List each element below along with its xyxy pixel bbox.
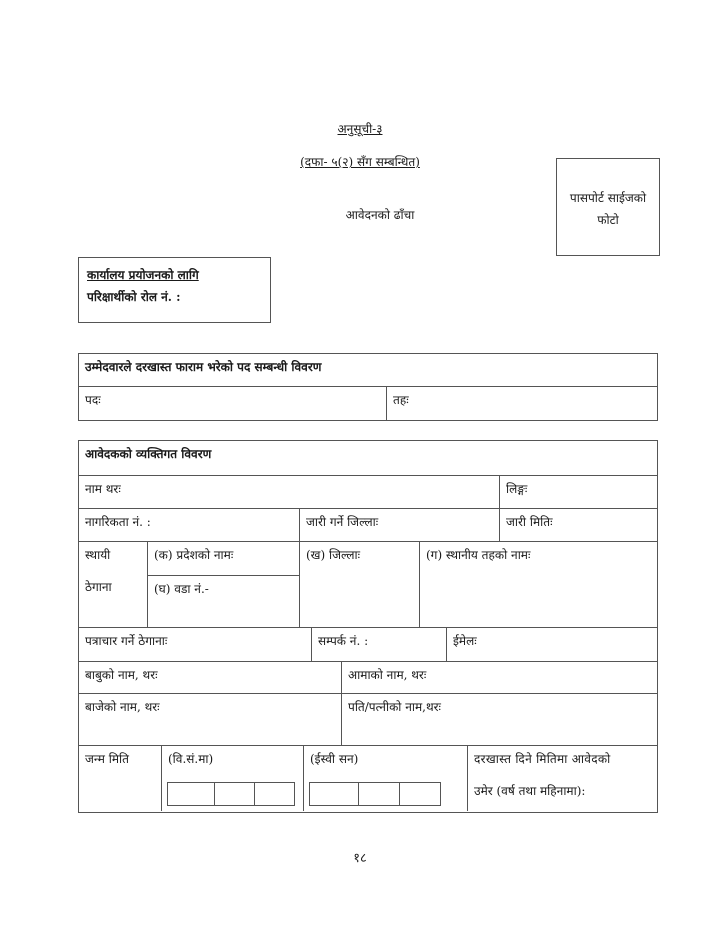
province-field[interactable]: (क) प्रदेशको नामः (154, 548, 234, 562)
permanent-label-2: ठेगाना (85, 580, 112, 594)
ward-field[interactable]: (घ) वडा नं.- (154, 582, 209, 596)
post-field[interactable]: पदः (85, 393, 101, 407)
mailing-address-field[interactable]: पत्राचार गर्ने ठेगानाः (85, 634, 168, 648)
photo-box (556, 158, 660, 256)
roll-number-label: परिक्षार्थीको रोल नं. : (87, 290, 181, 304)
permanent-label-1: स्थायी (85, 548, 111, 562)
district-field[interactable]: (ख) जिल्लाः (306, 548, 361, 562)
post-details-table (78, 353, 658, 421)
form-title: आवेदनको ढाँचा (345, 208, 415, 222)
level-field[interactable]: तहः (393, 393, 409, 407)
personal-details-table (78, 440, 658, 813)
photo-box-line2: फोटो (597, 213, 619, 227)
name-field[interactable]: नाम थरः (85, 482, 121, 496)
father-name-field[interactable]: बाबुको नाम, थरः (85, 668, 158, 682)
photo-box-line1: पासपोर्ट साईजको (569, 191, 647, 205)
schedule-title: अनुसूची-३ (337, 122, 383, 136)
dob-bs-year-box[interactable] (167, 782, 215, 806)
office-use-box (78, 257, 271, 323)
gender-field[interactable]: लिङ्गः (506, 482, 528, 496)
dob-bs-month-box[interactable] (214, 782, 255, 806)
spouse-name-field[interactable]: पति/पत्नीको नाम,थरः (348, 700, 441, 714)
contact-field[interactable]: सम्पर्क नं. : (318, 634, 369, 648)
post-section-heading: उम्मेदवारले दरखास्त फाराम भरेको पद सम्बन्धी विवरण (85, 360, 322, 374)
issue-district-field[interactable]: जारी गर्ने जिल्लाः (306, 515, 379, 529)
issue-date-field[interactable]: जारी मितिः (506, 515, 553, 529)
grandfather-name-field[interactable]: बाजेको नाम, थरः (85, 700, 160, 714)
dob-ad-day-box[interactable] (399, 782, 441, 806)
dob-label: जन्म मिति (85, 752, 129, 766)
dob-bs-day-box[interactable] (254, 782, 295, 806)
dob-ad-label: (ईस्वी सन) (310, 752, 359, 766)
local-level-field[interactable]: (ग) स्थानीय तहको नामः (426, 548, 531, 562)
page-number: १८ (353, 851, 367, 866)
age-label-1: दरखास्त दिने मितिमा आवेदको (474, 752, 611, 766)
citizenship-field[interactable]: नागरिकता नं. : (85, 515, 151, 529)
dob-bs-label: (वि.सं.मा) (168, 752, 214, 766)
mother-name-field[interactable]: आमाको नाम, थरः (348, 668, 427, 682)
email-field[interactable]: ईमेलः (453, 634, 477, 648)
reference-line: (दफा- ५(२) सँग सम्बन्धित) (300, 155, 420, 169)
personal-section-heading: आवेदकको व्यक्तिगत विवरण (85, 447, 212, 461)
age-field[interactable]: उमेर (वर्ष तथा महिनामा): (474, 784, 586, 798)
office-use-title: कार्यालय प्रयोजनको लागि (87, 268, 199, 282)
dob-ad-month-box[interactable] (358, 782, 400, 806)
dob-ad-year-box[interactable] (309, 782, 359, 806)
